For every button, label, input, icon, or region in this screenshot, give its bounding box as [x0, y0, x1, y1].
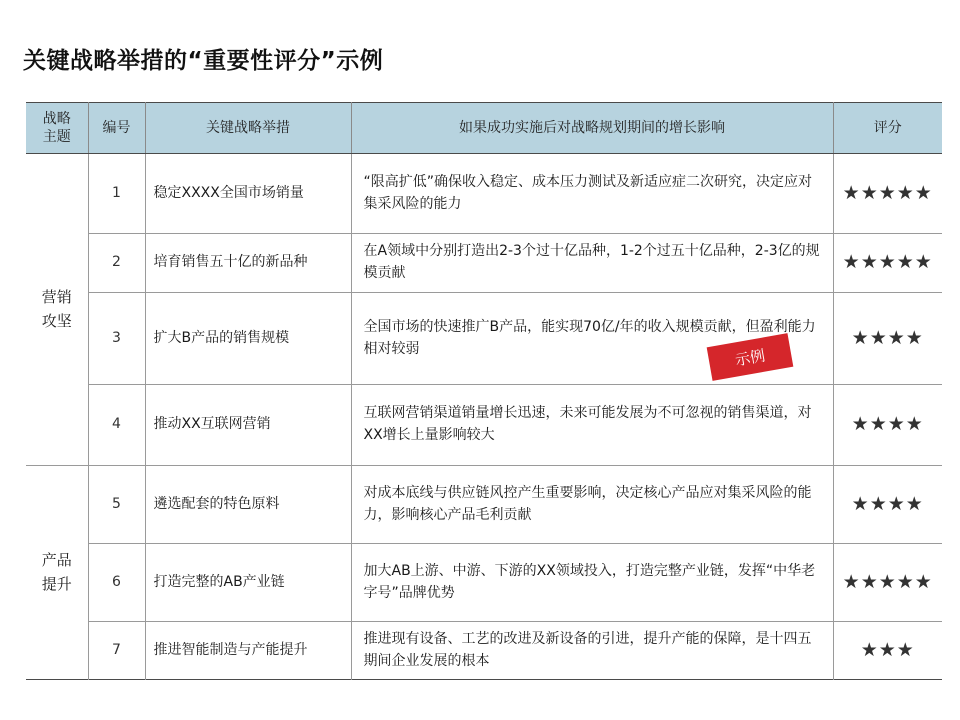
row-number: 4 [88, 385, 145, 466]
example-stamp: 示例 [707, 333, 794, 381]
header-number: 编号 [88, 103, 145, 154]
header-impact: 如果成功实施后对战略规划期间的增长影响 [351, 103, 833, 154]
row-impact: 加大AB上游、中游、下游的XX领域投入，打造完整产业链，发挥“中华老字号”品牌优势 [351, 544, 833, 622]
star-rating: ★★★★★ [833, 234, 942, 293]
row-number: 1 [88, 154, 145, 234]
star-rating: ★★★★ [833, 466, 942, 544]
star-rating: ★★★★★ [833, 544, 942, 622]
theme-cell-marketing: 营销 攻坚 [26, 154, 88, 466]
table-row [26, 385, 942, 466]
row-impact: 全国市场的快速推广B产品，能实现70亿/年的收入规模贡献，但盈利能力相对较弱 [351, 293, 833, 385]
row-number: 7 [88, 622, 145, 680]
header-theme: 战略 主题 [26, 103, 88, 154]
row-impact: 推进现有设备、工艺的改进及新设备的引进，提升产能的保障，是十四五期间企业发展的根本 [351, 622, 833, 680]
theme-cell-product: 产品 提升 [26, 466, 88, 680]
row-initiative: 推进智能制造与产能提升 [145, 622, 351, 680]
page-title: 关键战略举措的“重要性评分”示例 [23, 48, 384, 74]
row-number: 6 [88, 544, 145, 622]
row-initiative: 扩大B产品的销售规模 [145, 293, 351, 385]
star-rating: ★★★★★ [833, 154, 942, 234]
row-initiative: 稳定XXXX全国市场销量 [145, 154, 351, 234]
table-row [26, 293, 942, 385]
star-rating: ★★★★ [833, 293, 942, 385]
star-rating: ★★★ [833, 622, 942, 680]
star-rating: ★★★★ [833, 385, 942, 466]
table-row [26, 544, 942, 622]
row-initiative: 培育销售五十亿的新品种 [145, 234, 351, 293]
row-number: 3 [88, 293, 145, 385]
table-header-row [26, 103, 942, 154]
table-row [26, 154, 942, 234]
header-initiative: 关键战略举措 [145, 103, 351, 154]
row-impact: 互联网营销渠道销量增长迅速，未来可能发展为不可忽视的销售渠道，对XX增长上量影响较大 [351, 385, 833, 466]
row-impact: 对成本底线与供应链风控产生重要影响，决定核心产品应对集采风险的能力，影响核心产品毛利贡献 [351, 466, 833, 544]
table-row [26, 622, 942, 680]
table-row [26, 234, 942, 293]
table-row [26, 466, 942, 544]
row-impact: 在A领域中分别打造出2-3个过十亿品种，1-2个过五十亿品种，2-3亿的规模贡献 [351, 234, 833, 293]
row-number: 2 [88, 234, 145, 293]
header-rating: 评分 [833, 103, 942, 154]
row-impact: “限高扩低”确保收入稳定、成本压力测试及新适应症二次研究，决定应对集采风险的能力 [351, 154, 833, 234]
initiatives-table [26, 102, 942, 680]
row-initiative: 打造完整的AB产业链 [145, 544, 351, 622]
row-initiative: 推动XX互联网营销 [145, 385, 351, 466]
row-initiative: 遴选配套的特色原料 [145, 466, 351, 544]
row-number: 5 [88, 466, 145, 544]
